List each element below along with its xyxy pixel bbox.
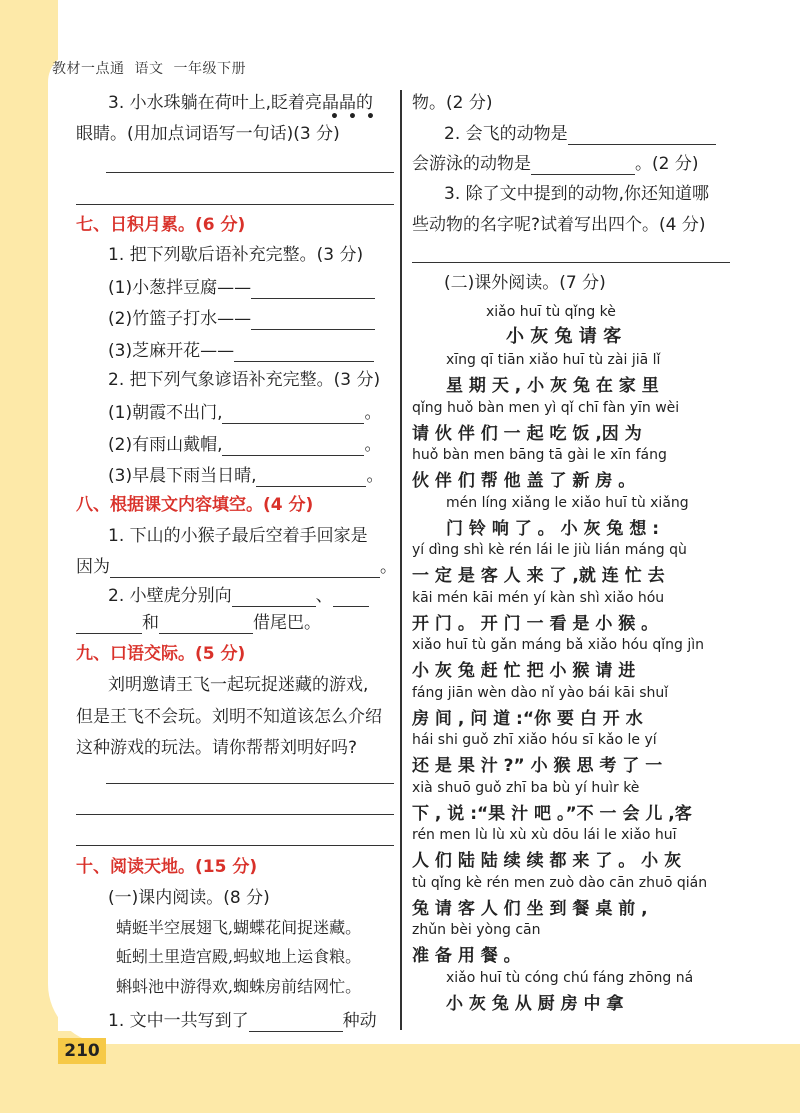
section-title: 八、根据课文内容填空。(4 分) <box>76 495 314 515</box>
answer-blank[interactable] <box>251 311 375 330</box>
period: 。 <box>380 557 397 577</box>
story-pinyin-line: rén men lù lù xù xù dōu lái le xiǎo huī <box>412 827 677 843</box>
conjunction: 和 <box>142 613 159 633</box>
question-text: 1. 把下列歇后语补充完整。(3 分) <box>108 245 364 265</box>
blank-prompt <box>444 123 716 145</box>
prompt-text: (3)芝麻开花—— <box>108 341 235 361</box>
story-hanzi-line: 房 间 , 问 道 :“你 要 白 开 水 <box>412 708 643 729</box>
story-hanzi-line: 请 伙 伴 们 一 起 吃 饭 ,因 为 <box>412 423 642 444</box>
period: 。 <box>366 466 384 486</box>
answer-blank[interactable] <box>256 468 366 487</box>
story-hanzi-line: 小 灰 兔 赶 忙 把 小 猴 请 进 <box>412 661 636 681</box>
story-pinyin-line: kāi mén kāi mén yí kàn shì xiǎo hóu <box>412 589 665 606</box>
separator: 、 <box>315 586 333 606</box>
blank-prompt <box>108 1010 377 1032</box>
answer-blank[interactable] <box>76 615 142 634</box>
story-hanzi-line: 一 定 是 客 人 来 了 ,就 连 忙 去 <box>412 566 665 586</box>
section-title: 七、日积月累。(6 分) <box>76 215 246 235</box>
answer-blank[interactable] <box>222 405 364 424</box>
emphasis-dot: • <box>348 109 357 125</box>
answer-blank[interactable] <box>159 615 253 634</box>
emphasis-dot: • <box>330 109 339 125</box>
header-grade: 一年级下册 <box>173 61 246 77</box>
story-pinyin-line: fáng jiān wèn dào nǐ yào bái kāi shuǐ <box>412 684 669 701</box>
blank-prompt <box>108 402 381 424</box>
prompt-text: 。(2 分) <box>635 154 699 174</box>
story-hanzi-line: 伙 伴 们 帮 他 盖 了 新 房 。 <box>412 471 636 491</box>
column-divider <box>400 90 402 1030</box>
story-pinyin-line: zhǔn bèi yòng cān <box>412 922 541 938</box>
period: 。 <box>364 403 382 423</box>
answer-blank[interactable] <box>234 343 374 362</box>
blank-prompt <box>76 556 397 578</box>
answer-blank[interactable] <box>251 280 375 299</box>
answer-line[interactable] <box>412 262 730 263</box>
blank-prompt <box>108 340 374 362</box>
prompt-text: (3)早晨下雨当日晴, <box>108 466 257 486</box>
story-pinyin-line: mén líng xiǎng le xiǎo huī tù xiǎng <box>446 494 689 511</box>
story-hanzi-line: 小 灰 兔 从 厨 房 中 拿 <box>446 993 624 1014</box>
story-hanzi-line: 门 铃 响 了 。 小 灰 兔 想 : <box>446 518 660 539</box>
answer-blank[interactable] <box>110 559 380 578</box>
paragraph-line: 但是王飞不会玩。刘明不知道该怎么介绍 <box>76 707 382 727</box>
story-pinyin-line: tù qǐng kè rén men zuò dào cān zhuō qián <box>412 874 708 891</box>
question-text: 1. 下山的小猴子最后空着手回家是 <box>108 526 368 546</box>
story-pinyin-line: xiǎo huī tù cóng chú fáng zhōng ná <box>446 969 694 986</box>
answer-line[interactable] <box>76 845 394 846</box>
poem-line: 蚯蚓土里造宫殿,蚂蚁地上运食粮。 <box>116 947 362 966</box>
blank-prompt <box>76 612 321 634</box>
header-subject: 语文 <box>134 61 164 77</box>
answer-blank[interactable] <box>568 126 716 145</box>
prompt-text: 因为 <box>76 557 110 577</box>
poem-line: 蝌蚪池中游得欢,蜘蛛房前结网忙。 <box>116 977 362 996</box>
emphasis-dot: • <box>366 109 375 125</box>
story-pinyin-line: xià shuō guǒ zhī ba bù yí huìr kè <box>412 779 640 796</box>
story-pinyin-line: huǒ bàn men bāng tā gài le xīn fáng <box>412 447 667 463</box>
prompt-text: 2. 会飞的动物是 <box>444 124 568 144</box>
story-hanzi-line: 星 期 天 , 小 灰 兔 在 家 里 <box>446 376 659 396</box>
question-text: 物。(2 分) <box>412 93 493 113</box>
story-pinyin-line: xīng qī tiān xiǎo huī tù zài jiā lǐ <box>446 352 661 368</box>
answer-blank[interactable] <box>531 156 635 175</box>
blank-prompt <box>412 153 698 175</box>
section-title: 十、阅读天地。(15 分) <box>76 857 258 877</box>
page-number: 210 <box>58 1038 106 1064</box>
story-pinyin-line: xiǎo huī tù gǎn máng bǎ xiǎo hóu qǐng jìn <box>412 637 704 653</box>
header-book: 教材一点通 <box>52 61 125 77</box>
story-hanzi-line: 开 门 。 开 门 一 看 是 小 猴 。 <box>412 613 659 634</box>
story-hanzi-line: 准 备 用 餐 。 <box>412 946 521 966</box>
prompt-text: 种动 <box>342 1011 377 1031</box>
blank-prompt <box>108 585 369 607</box>
prompt-text: 会游泳的动物是 <box>412 154 531 174</box>
question-text: 些动物的名字呢?试着写出四个。(4 分) <box>412 215 706 235</box>
story-title: 小 灰 兔 请 客 <box>506 326 622 347</box>
running-header <box>52 58 256 78</box>
story-title-pinyin: xiǎo huī tù qǐng kè <box>486 304 616 320</box>
question-text: 2. 把下列气象谚语补充完整。(3 分) <box>108 370 381 390</box>
prompt-text: (1)小葱拌豆腐—— <box>108 278 252 298</box>
blank-prompt <box>108 465 383 487</box>
answer-blank[interactable] <box>333 588 369 607</box>
prompt-text: 1. 文中一共写到了 <box>108 1011 249 1031</box>
answer-blank[interactable] <box>232 588 316 607</box>
blank-prompt <box>108 434 381 456</box>
subsection-title: (二)课外阅读。(7 分) <box>444 273 606 293</box>
prompt-text: 借尾巴。 <box>253 613 321 633</box>
question-text: 3. 除了文中提到的动物,你还知道哪 <box>444 184 710 204</box>
question-text: 3. 小水珠躺在荷叶上,眨着亮晶晶的 <box>108 93 374 113</box>
answer-line[interactable] <box>106 172 394 173</box>
section-title: 九、口语交际。(5 分) <box>76 644 246 664</box>
story-pinyin-line: hái shi guǒ zhī xiǎo hóu sī kǎo le yí <box>412 732 657 748</box>
prompt-text: (2)竹篮子打水—— <box>108 309 252 329</box>
story-hanzi-line: 下 , 说 :“果 汁 吧 。”不 一 会 儿 ,客 <box>412 803 692 824</box>
answer-line[interactable] <box>76 814 394 815</box>
prompt-text: 2. 小壁虎分别向 <box>108 586 232 606</box>
prompt-text: (1)朝霞不出门, <box>108 403 223 423</box>
story-pinyin-line: qǐng huǒ bàn men yì qǐ chī fàn yīn wèi <box>412 399 680 416</box>
paragraph-line: 这种游戏的玩法。请你帮帮刘明好吗? <box>76 738 358 758</box>
story-hanzi-line: 人 们 陆 陆 续 续 都 来 了 。 小 灰 <box>412 851 682 871</box>
poem-line: 蜻蜓半空展翅飞,蝴蝶花间捉迷藏。 <box>116 918 362 937</box>
blank-prompt <box>108 308 375 330</box>
story-hanzi-line: 兔 请 客 人 们 坐 到 餐 桌 前 , <box>412 898 648 919</box>
answer-line[interactable] <box>106 783 394 784</box>
paragraph-line: 刘明邀请王飞一起玩捉迷藏的游戏, <box>108 675 369 695</box>
story-pinyin-line: yí dìng shì kè rén lái le jiù lián máng qù <box>412 542 687 558</box>
prompt-text: (2)有雨山戴帽, <box>108 435 223 455</box>
answer-blank[interactable] <box>249 1013 343 1032</box>
subsection-title: (一)课内阅读。(8 分) <box>108 888 270 908</box>
question-text: 眼睛。(用加点词语写一句话)(3 分) <box>76 124 340 144</box>
period: 。 <box>364 435 382 455</box>
blank-prompt <box>108 277 375 299</box>
story-hanzi-line: 还 是 果 汁 ?” 小 猴 思 考 了 一 <box>412 756 663 776</box>
answer-line[interactable] <box>76 204 394 205</box>
answer-blank[interactable] <box>222 437 364 456</box>
